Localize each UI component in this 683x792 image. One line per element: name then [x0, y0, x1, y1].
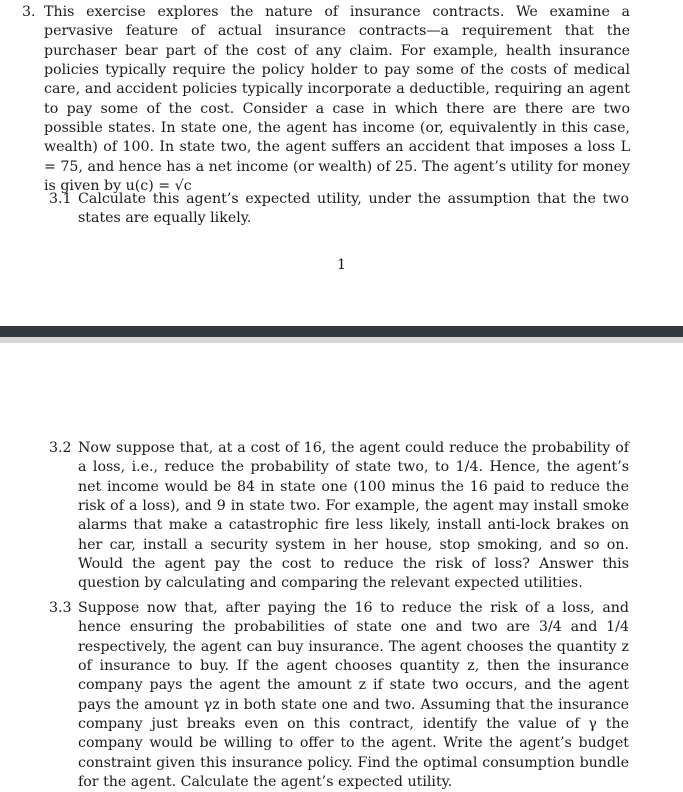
- question-number: 3.3: [49, 600, 72, 616]
- document-page-2: [0, 343, 683, 791]
- question-text: Calculate this agent’s expected utility, under the assumption that the two states are equally likely.: [78, 191, 629, 227]
- problem-statement: This exercise explores the nature of insurance contracts. We examine a pervasive feature of actual insurance contracts—a requirement that the purchaser bear part of the cost of any claim. For example, health insurance policies typically require the policy holder to pay some of the costs of medical care, and accident policies typically incorporate a deductible, requiring an agent to pay some of the cost. Consider a case in which there are there are two possible states. In state one, the agent has income (or, equivalently in this case, wealth) of 100. In state two, the agent suffers an accident that imposes a loss L = 75, and hence has a net income (or wealth) of 25. The agent’s utility for money is given by u(c) = √c: [44, 4, 630, 195]
- question-number: 3.2: [49, 440, 72, 456]
- page-divider: [0, 326, 683, 343]
- document-page-1: [0, 0, 683, 326]
- page-number: 1: [336, 257, 347, 273]
- question-number: 3.1: [49, 191, 72, 207]
- question-3-2: [49, 439, 629, 594]
- problem-3: [22, 3, 630, 196]
- question-3-3: [49, 599, 629, 792]
- question-3-1: [49, 190, 629, 229]
- question-text: Now suppose that, at a cost of 16, the agent could reduce the probability of a loss, i.e., reduce the probability of state two, to 1/4. Hence, the agent’s net income would be 84 in state one (100 minus the 16 paid to reduce the risk of a loss), and 9 in state two. For example, the agent may install smoke alarms that make a catastrophic fire less likely, install anti-lock brakes on her car, install a security system in her house, stop smoking, and so on. Would the agent pay the cost to reduce the risk of loss? Answer this question by calculating and comparing the relevant expected utilities.: [78, 440, 629, 592]
- problem-number: 3.: [22, 4, 36, 20]
- question-text: Suppose now that, after paying the 16 to reduce the risk of a loss, and hence ensuring the probabilities of state one and two are 3/4 and 1/4 respectively, the agent can buy insurance. The agent chooses the quantity z of insurance to buy. If the agent chooses quantity z, then the insurance company pays the agent the amount z if state two occurs, and the agent pays the amount γz in both state one and two. Assuming that the insurance company just breaks even on this contract, identify the value of γ the company would be willing to offer to the agent. Write the agent’s budget constraint given this insurance policy. Find the optimal consumption bundle for the agent. Calculate the agent’s expected utility.: [78, 600, 629, 791]
